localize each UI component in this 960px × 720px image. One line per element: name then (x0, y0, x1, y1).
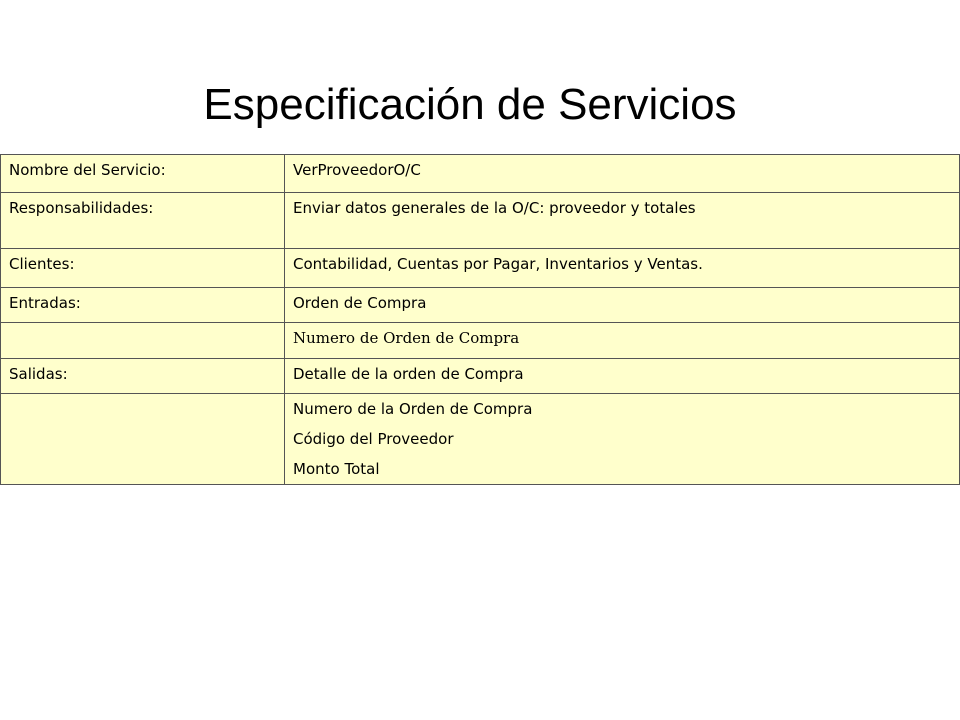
table-row (1, 394, 960, 485)
table-row (1, 288, 960, 323)
table-row (1, 155, 960, 193)
row-label: Salidas: (1, 359, 285, 394)
row-label: Nombre del Servicio: (1, 155, 285, 193)
service-spec-table (0, 154, 960, 485)
table-row (1, 193, 960, 249)
row-label: Entradas: (1, 288, 285, 323)
table-row (1, 323, 960, 359)
row-value: Contabilidad, Cuentas por Pagar, Inventarios y Ventas. (285, 249, 960, 288)
row-value: Detalle de la orden de Compra (285, 359, 960, 394)
table-row (1, 359, 960, 394)
row-value: Enviar datos generales de la O/C: proveedor y totales (285, 193, 960, 249)
row-value: Numero de la Orden de Compra Código del Proveedor Monto Total (285, 394, 960, 485)
row-label (1, 394, 285, 485)
table-row (1, 249, 960, 288)
row-label: Responsabilidades: (1, 193, 285, 249)
row-value: Orden de Compra (285, 288, 960, 323)
row-label (1, 323, 285, 359)
row-label: Clientes: (1, 249, 285, 288)
row-value: Numero de Orden de Compra (285, 323, 960, 359)
page-title: Especificación de Servicios (203, 80, 737, 129)
row-value: VerProveedorO/C (285, 155, 960, 193)
